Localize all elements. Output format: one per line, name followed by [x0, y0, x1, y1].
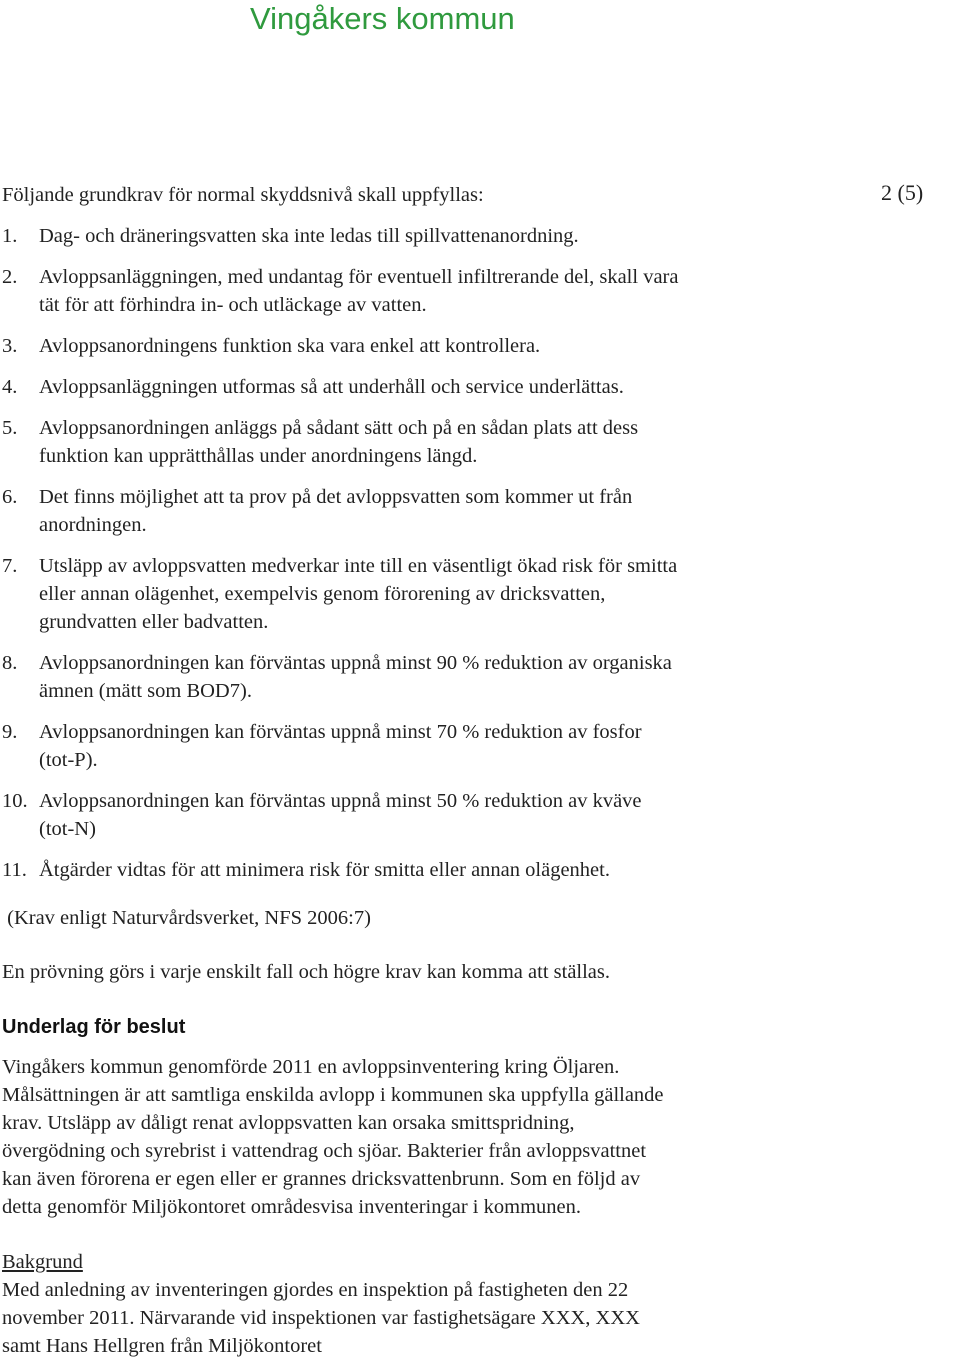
- list-item-text: Avloppsanläggningen, med undantag för eventuell infiltrerande del, skall vara tät för att förhindra in- och utläckage av vatten.: [39, 266, 679, 316]
- list-item-number: 3.: [2, 335, 18, 357]
- list-item: [2, 856, 802, 884]
- list-item-number: 10.: [2, 790, 28, 812]
- list-item-text: Avloppsanläggningen utformas så att underhåll och service underlättas.: [39, 376, 624, 398]
- list-item-text: Avloppsanordningen kan förväntas uppnå minst 70 % reduktion av fosfor (tot-P).: [39, 721, 642, 771]
- list-item-number: 1.: [2, 225, 18, 247]
- background-heading: Bakgrund: [2, 1251, 83, 1273]
- section-heading: Underlag för beslut: [2, 1016, 186, 1038]
- page-number: 2 (5): [881, 180, 924, 205]
- list-item: [2, 483, 802, 539]
- list-item: [2, 222, 802, 250]
- list-item: [2, 552, 802, 636]
- list-item-text: Avloppsanordningens funktion ska vara enkel att kontrollera.: [39, 335, 541, 357]
- source-note: (Krav enligt Naturvårdsverket, NFS 2006:7): [2, 907, 371, 929]
- list-item-number: 11.: [2, 859, 27, 881]
- list-item: [2, 718, 802, 774]
- list-item-number: 2.: [2, 266, 18, 288]
- list-item: [2, 414, 802, 470]
- list-item-number: 6.: [2, 486, 18, 508]
- requirements-intro: Följande grundkrav för normal skyddsnivå skall uppfyllas:: [2, 184, 484, 206]
- list-item-text: Avloppsanordningen kan förväntas uppnå minst 90 % reduktion av organiska ämnen (mätt som BOD7).: [39, 652, 672, 702]
- list-item-number: 4.: [2, 376, 18, 398]
- list-item-number: 8.: [2, 652, 18, 674]
- header-title: Vingåkers kommun: [250, 1, 515, 36]
- list-item-number: 9.: [2, 721, 18, 743]
- list-item: [2, 649, 802, 705]
- list-item-number: 5.: [2, 417, 18, 439]
- list-item: [2, 787, 802, 843]
- list-item: [2, 263, 802, 319]
- list-item-text: Åtgärder vidtas för att minimera risk för smitta eller annan olägenhet.: [39, 859, 610, 881]
- list-item: [2, 373, 802, 401]
- background-paragraph: Med anledning av inventeringen gjordes en inspektion på fastigheten den 22 november 2011. Närvarande vid inspektionen var fastighetsägare XXX, XXX samt Hans Hellgren från Miljökontoret: [2, 1279, 640, 1357]
- list-item-text: Det finns möjlighet att ta prov på det avloppsvatten som kommer ut från anordningen.: [39, 486, 633, 536]
- requirements-list: [2, 222, 802, 897]
- list-item-number: 7.: [2, 555, 18, 577]
- decision-basis-paragraph: Vingåkers kommun genomförde 2011 en avloppsinventering kring Öljaren. Målsättningen är att samtliga enskilda avlopp i kommunen ska uppfylla gällande krav. Utsläpp av dåligt renat avloppsvatten kan orsaka smittspridning, övergödning och syrebrist i vattendrag och sjöar. Bakterier från avloppsvattnet kan även förorena er egen eller er grannes dricksvattenbrunn. Som en följd av detta genomför Miljökontoret områdesvisa inventeringar i kommunen.: [2, 1056, 664, 1218]
- list-item-text: Avloppsanordningen anläggs på sådant sätt och på en sådan plats att dess funktion kan upprätthållas under anordningens längd.: [39, 417, 639, 467]
- list-item-text: Avloppsanordningen kan förväntas uppnå minst 50 % reduktion av kväve (tot-N): [39, 790, 642, 840]
- list-item-text: Dag- och dräneringsvatten ska inte ledas till spillvattenanordning.: [39, 225, 579, 247]
- assessment-note: En prövning görs i varje enskilt fall och högre krav kan komma att ställas.: [2, 961, 611, 983]
- list-item: [2, 332, 802, 360]
- list-item-text: Utsläpp av avloppsvatten medverkar inte till en väsentligt ökad risk för smitta eller annan olägenhet, exempelvis genom förorening av dricksvatten, grundvatten eller badvatten.: [39, 555, 678, 633]
